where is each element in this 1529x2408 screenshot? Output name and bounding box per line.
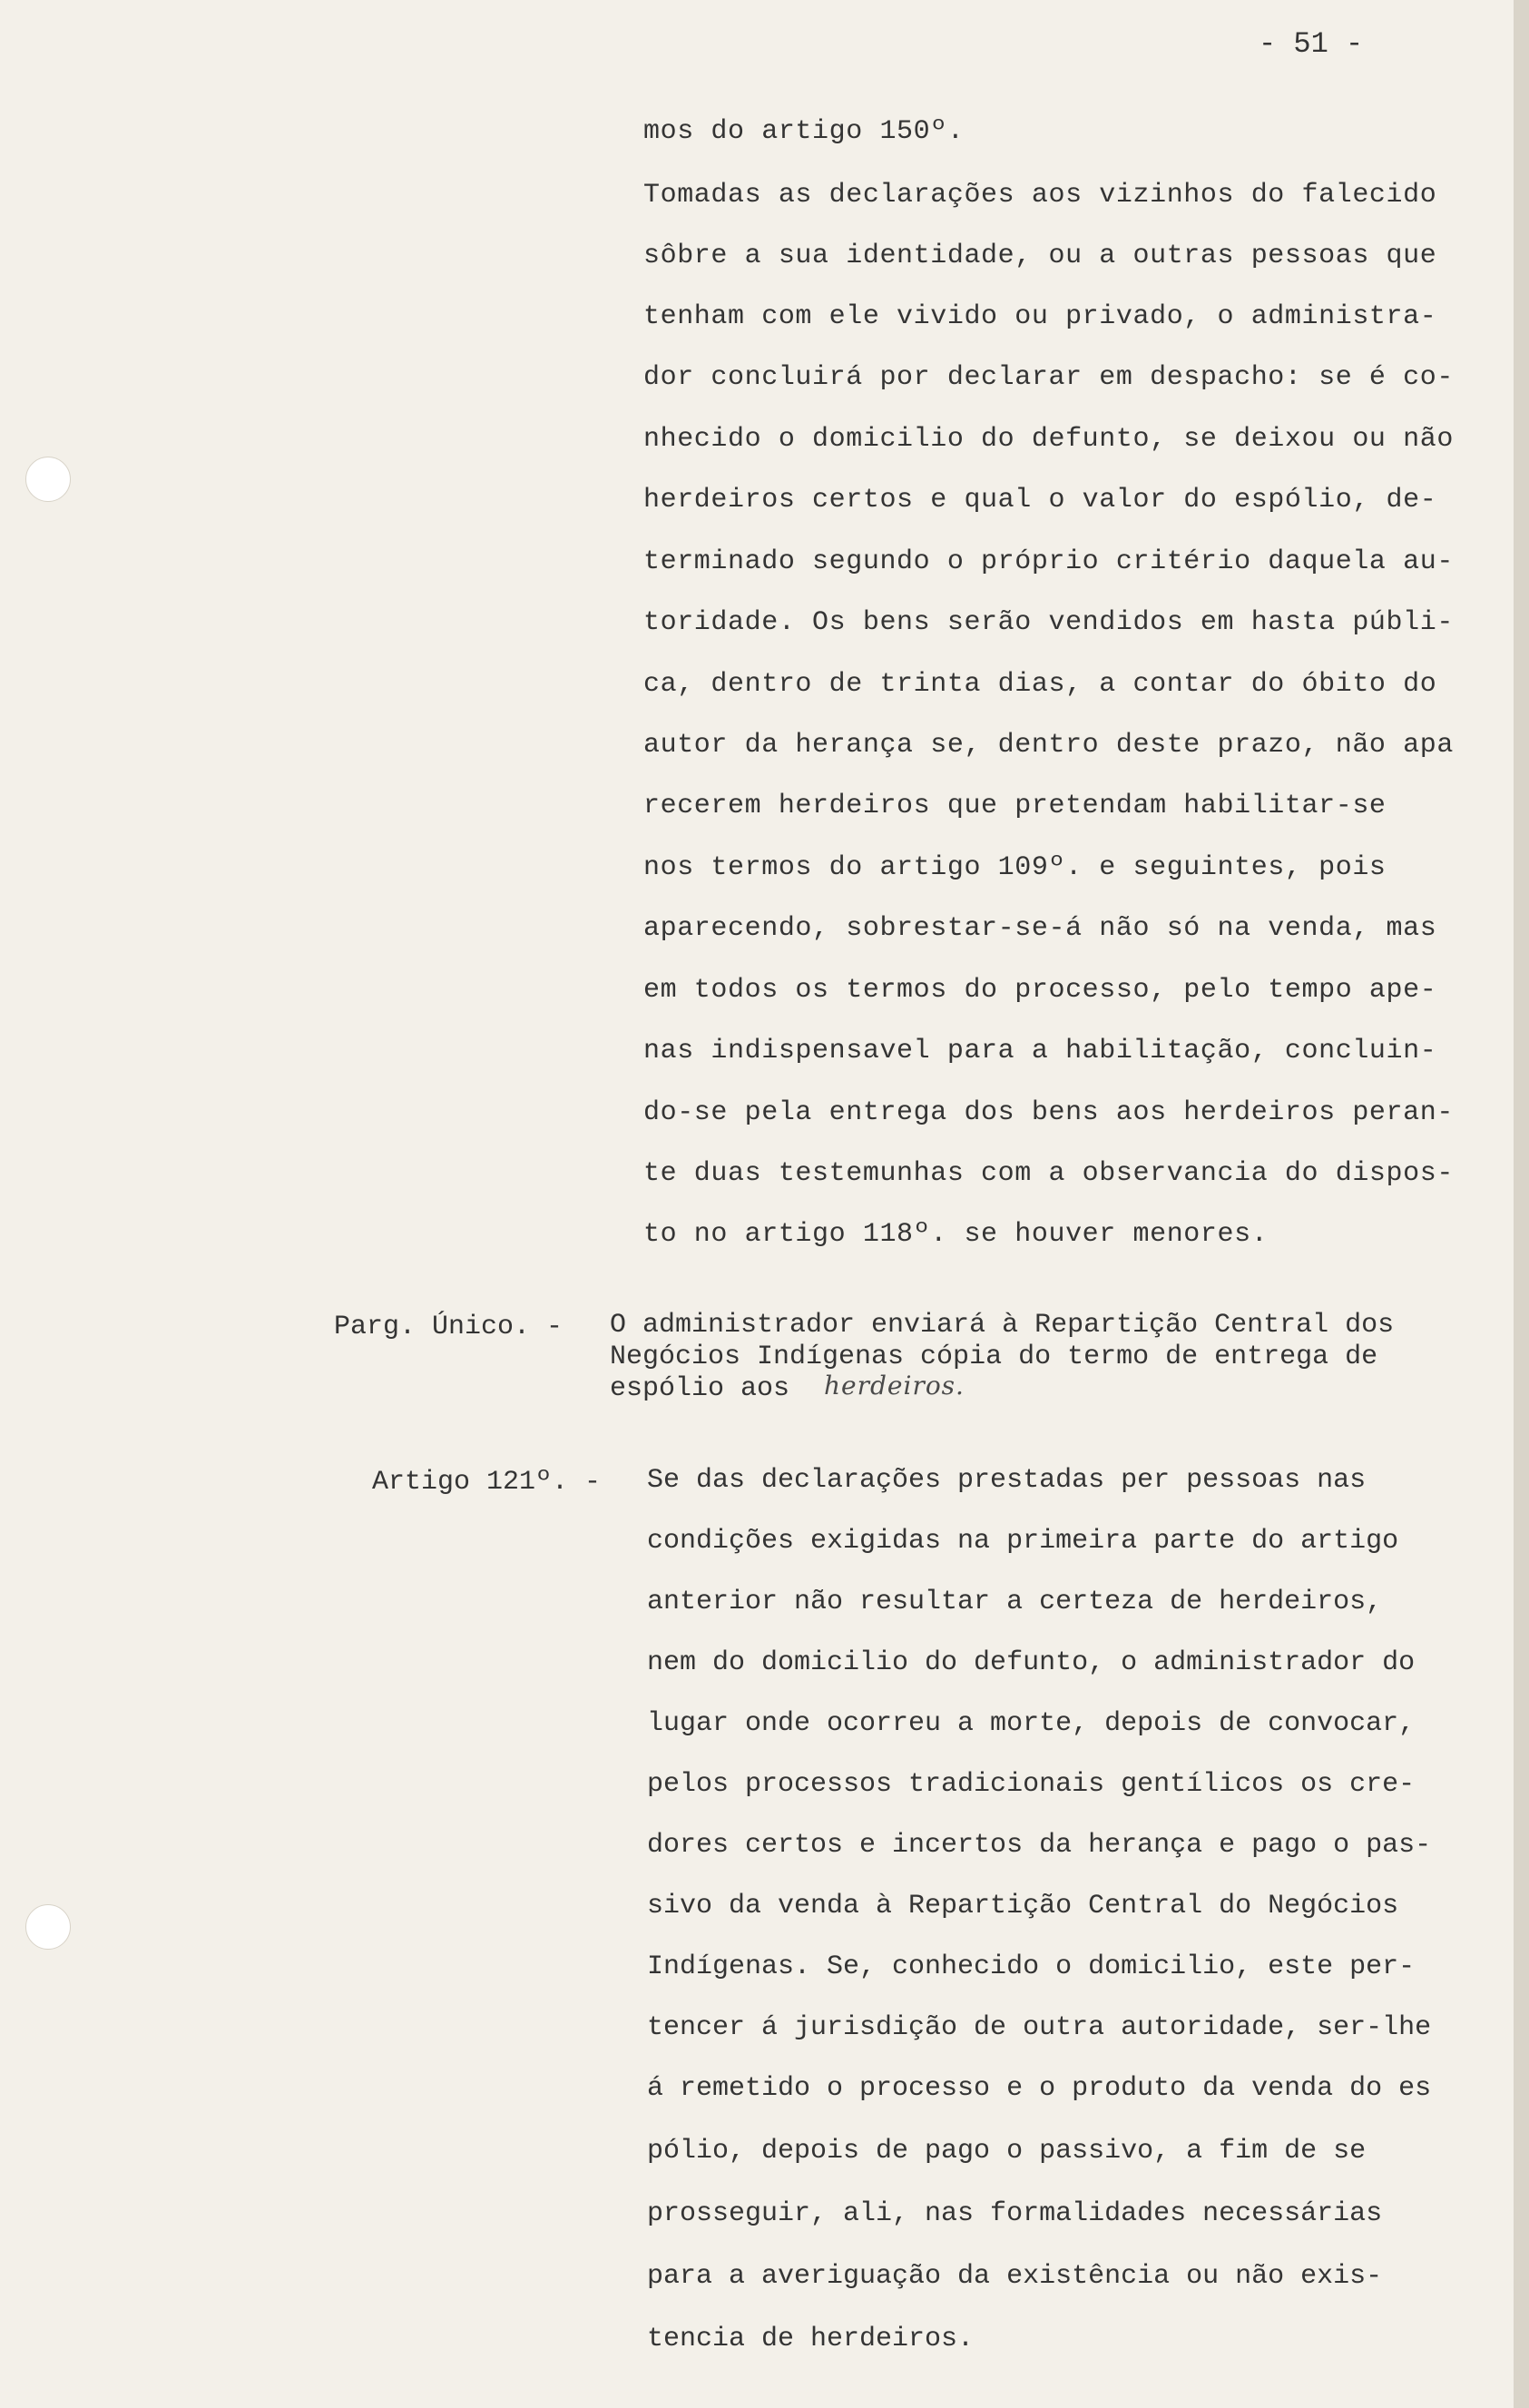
text-line: sivo da venda à Repartição Central do Negócios xyxy=(647,1891,1399,1921)
text-line: nas indispensavel para a habilitação, concluin- xyxy=(643,1036,1437,1066)
text-line: herdeiros certos e qual o valor do espólio, de- xyxy=(643,485,1437,516)
text-line: nhecido o domicilio do defunto, se deixou ou não xyxy=(643,424,1454,455)
text-line: espólio aos xyxy=(610,1373,790,1404)
text-line: recerem herdeiros que pretendam habilitar-se xyxy=(643,791,1387,821)
text-line: dor concluirá por declarar em despacho: se é co- xyxy=(643,362,1454,393)
punch-hole-top xyxy=(25,457,71,502)
text-line: te duas testemunhas com a observancia do dispos- xyxy=(643,1158,1454,1189)
text-line: tencia de herdeiros. xyxy=(647,2324,975,2354)
artigo-121-label: Artigo 121º. - xyxy=(372,1467,602,1498)
text-line: tenham com ele vivido ou privado, o administra- xyxy=(643,301,1437,332)
paragrafo-unico-label: Parg. Único. - xyxy=(334,1312,564,1342)
text-line: ca, dentro de trinta dias, a contar do óbito do xyxy=(643,669,1437,700)
text-line: condições exigidas na primeira parte do artigo xyxy=(647,1526,1399,1557)
text-line: mos do artigo 150º. xyxy=(643,116,965,147)
text-line: nem do domicilio do defunto, o administrador do xyxy=(647,1647,1416,1678)
text-line: pólio, depois de pago o passivo, a fim de se xyxy=(647,2136,1367,2167)
handwritten-annotation: herdeiros. xyxy=(824,1371,965,1401)
text-line: dores certos e incertos da herança e pago o pas- xyxy=(647,1830,1432,1861)
text-line: nos termos do artigo 109º. e seguintes, pois xyxy=(643,852,1387,883)
text-line: sôbre a sua identidade, ou a outras pessoas que xyxy=(643,241,1437,271)
text-line: tencer á jurisdição de outra autoridade, ser-lhe xyxy=(647,2012,1432,2043)
text-line: O administrador enviará à Repartição Central dos xyxy=(610,1310,1395,1341)
page-edge-shadow xyxy=(1514,0,1529,2408)
text-line: autor da herança se, dentro deste prazo, não apa xyxy=(643,730,1454,761)
text-line: Negócios Indígenas cópia do termo de entrega de xyxy=(610,1342,1378,1372)
text-line: to no artigo 118º. se houver menores. xyxy=(643,1219,1269,1250)
text-line: Tomadas as declarações aos vizinhos do falecido xyxy=(643,180,1437,211)
text-line: do-se pela entrega dos bens aos herdeiros peran- xyxy=(643,1097,1454,1128)
text-line: em todos os termos do processo, pelo tempo ape- xyxy=(643,975,1437,1006)
text-line: Se das declarações prestadas per pessoas nas xyxy=(647,1465,1367,1496)
text-line: pelos processos tradicionais gentílicos os cre- xyxy=(647,1769,1416,1800)
text-line: terminado segundo o próprio critério daquela au- xyxy=(643,546,1454,577)
text-line: anterior não resultar a certeza de herdeiros, xyxy=(647,1587,1383,1617)
text-line: lugar onde ocorreu a morte, depois de convocar, xyxy=(647,1708,1416,1739)
text-line: prosseguir, ali, nas formalidades necessárias xyxy=(647,2198,1383,2229)
punch-hole-bottom xyxy=(25,1904,71,1950)
text-line: para a averiguação da existência ou não exis- xyxy=(647,2261,1383,2292)
text-line: aparecendo, sobrestar-se-á não só na venda, mas xyxy=(643,913,1437,944)
page-number: - 51 - xyxy=(1259,27,1364,61)
text-line: toridade. Os bens serão vendidos em hasta públi- xyxy=(643,607,1454,638)
text-line: Indígenas. Se, conhecido o domicilio, este per- xyxy=(647,1951,1416,1982)
text-line: á remetido o processo e o produto da venda do es xyxy=(647,2073,1432,2104)
